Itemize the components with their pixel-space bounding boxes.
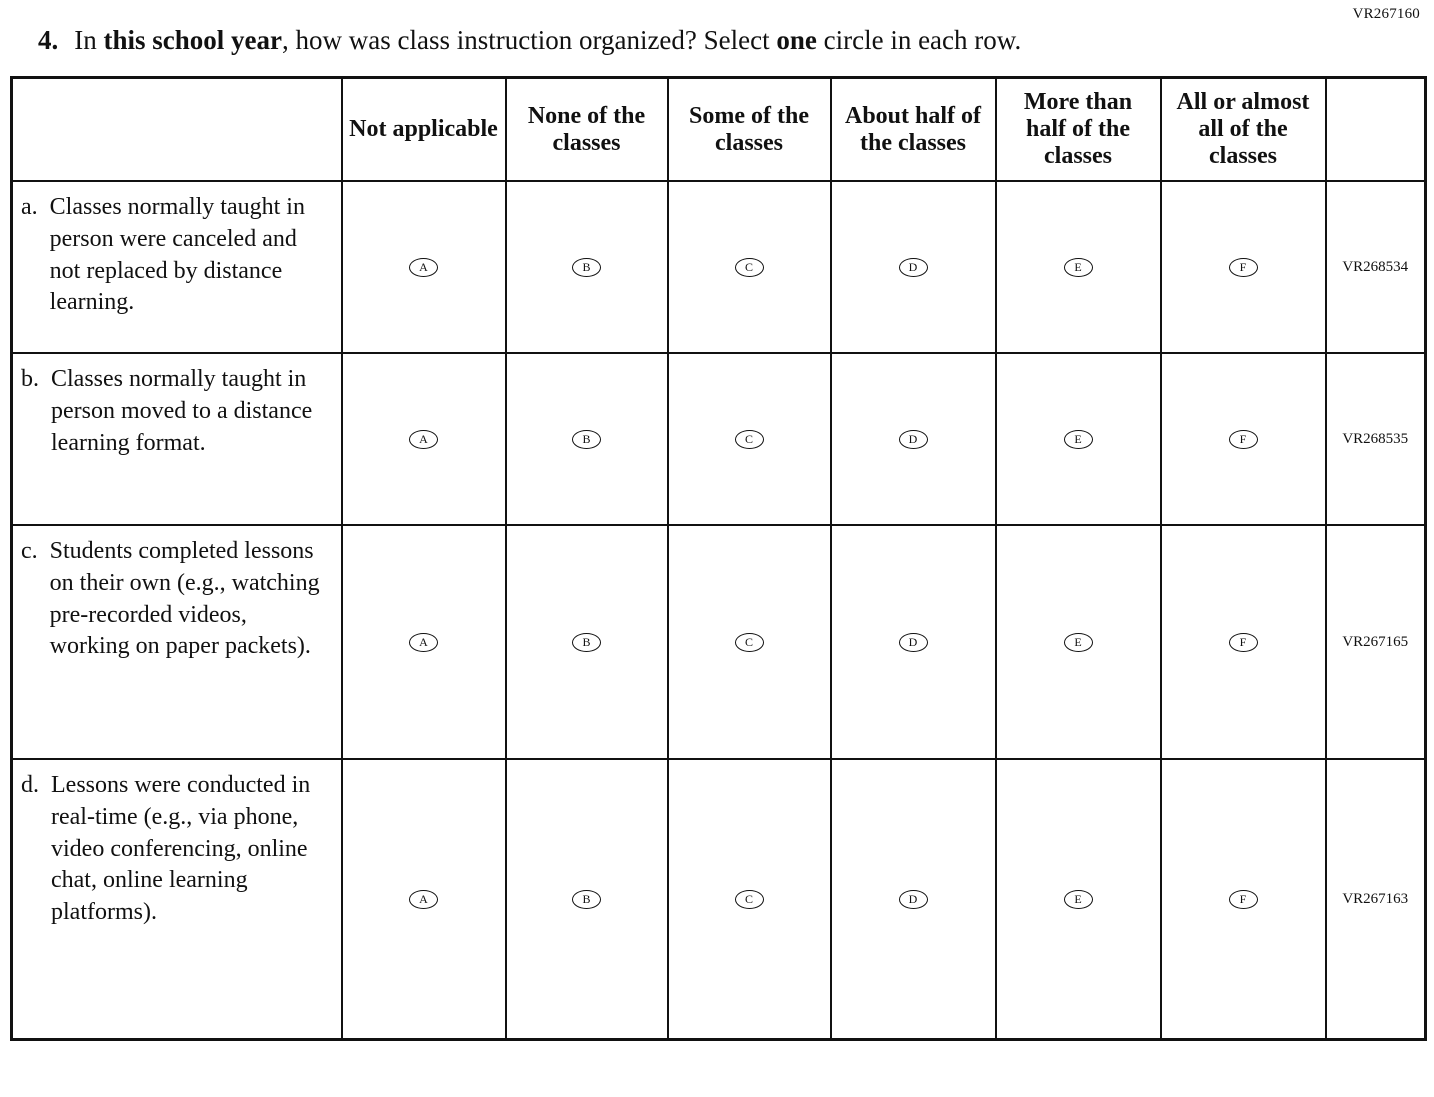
row-b-cell-about-half: [831, 353, 996, 525]
option-bubble-e[interactable]: E: [1064, 430, 1093, 449]
question-number: 4.: [38, 25, 59, 55]
row-d-code: VR267163: [1326, 759, 1426, 1039]
row-d-text: Lessons were conducted in real-time (e.g., via phone, video conferencing, online chat, online learning platforms).: [51, 772, 311, 926]
row-d-cell-all: [1161, 759, 1326, 1039]
row-c-cell-all: [1161, 525, 1326, 759]
row-a-code: VR268534: [1326, 181, 1426, 353]
row-b-label-cell: [12, 353, 342, 525]
header-not-applicable: Not applicable: [342, 78, 506, 182]
option-bubble-a[interactable]: A: [409, 890, 438, 909]
row-a-label-cell: [12, 181, 342, 353]
option-bubble-b[interactable]: B: [572, 633, 601, 652]
option-bubble-e[interactable]: E: [1064, 890, 1093, 909]
row-d-cell-not-applicable: [342, 759, 506, 1039]
row-d-label-cell: [12, 759, 342, 1039]
option-bubble-c[interactable]: C: [735, 633, 764, 652]
option-bubble-a[interactable]: A: [409, 633, 438, 652]
option-bubble-d[interactable]: D: [899, 430, 928, 449]
row-a-cell-more-half: [996, 181, 1161, 353]
option-bubble-a[interactable]: A: [409, 430, 438, 449]
row-d-cell-some: [668, 759, 831, 1039]
response-table: [10, 76, 1427, 1041]
row-d-cell-none: [506, 759, 668, 1039]
row-b-cell-all: [1161, 353, 1326, 525]
question-text-part3: circle in each row.: [816, 25, 1022, 55]
header-row: [12, 78, 1426, 182]
option-bubble-c[interactable]: C: [735, 258, 764, 277]
option-bubble-e[interactable]: E: [1064, 258, 1093, 277]
row-b-code: VR268535: [1326, 353, 1426, 525]
option-bubble-d[interactable]: D: [899, 633, 928, 652]
row-c-cell-some: [668, 525, 831, 759]
row-a-text: Classes normally taught in person were canceled and not replaced by distance learning.: [49, 194, 305, 316]
option-bubble-e[interactable]: E: [1064, 633, 1093, 652]
row-d-cell-more-half: [996, 759, 1161, 1039]
table-row-a: [12, 181, 1426, 353]
question: [38, 24, 1424, 56]
table-row-d: [12, 759, 1426, 1039]
row-b-cell-none: [506, 353, 668, 525]
header-more-than-half: More than half of the classes: [996, 78, 1161, 182]
question-text-part1: In: [74, 25, 104, 55]
option-bubble-c[interactable]: C: [735, 890, 764, 909]
question-text-part2: , how was class instruction organized? Select: [282, 25, 777, 55]
row-a-letter: a.: [21, 194, 38, 221]
page-code: VR267160: [1352, 6, 1420, 22]
question-bold-one: one: [776, 25, 817, 55]
table-row-c: [12, 525, 1426, 759]
table-row-b: [12, 353, 1426, 525]
row-b-text: Classes normally taught in person moved to a distance learning format.: [51, 366, 313, 456]
row-a-cell-all: [1161, 181, 1326, 353]
row-a-cell-not-applicable: [342, 181, 506, 353]
row-c-cell-none: [506, 525, 668, 759]
row-c-text: Students completed lessons on their own (e.g., watching pre-recorded videos, working on paper packets).: [49, 538, 320, 660]
header-none: None of the classes: [506, 78, 668, 182]
header-some: Some of the classes: [668, 78, 831, 182]
header-all: All or almost all of the classes: [1161, 78, 1326, 182]
row-d-letter: d.: [21, 772, 39, 799]
option-bubble-b[interactable]: B: [572, 890, 601, 909]
row-b-cell-some: [668, 353, 831, 525]
option-bubble-f[interactable]: F: [1229, 890, 1258, 909]
header-about-half: About half of the classes: [831, 78, 996, 182]
row-d-cell-about-half: [831, 759, 996, 1039]
row-b-letter: b.: [21, 366, 39, 393]
row-b-cell-more-half: [996, 353, 1161, 525]
row-c-cell-not-applicable: [342, 525, 506, 759]
row-c-label-cell: [12, 525, 342, 759]
row-c-letter: c.: [21, 538, 38, 565]
option-bubble-b[interactable]: B: [572, 430, 601, 449]
option-bubble-b[interactable]: B: [572, 258, 601, 277]
row-b-cell-not-applicable: [342, 353, 506, 525]
option-bubble-d[interactable]: D: [899, 890, 928, 909]
option-bubble-f[interactable]: F: [1229, 633, 1258, 652]
row-a-cell-none: [506, 181, 668, 353]
option-bubble-c[interactable]: C: [735, 430, 764, 449]
row-c-cell-more-half: [996, 525, 1161, 759]
row-a-cell-about-half: [831, 181, 996, 353]
header-empty: [12, 78, 342, 182]
row-a-cell-some: [668, 181, 831, 353]
question-bold-school-year: this school year: [103, 25, 282, 55]
option-bubble-f[interactable]: F: [1229, 258, 1258, 277]
row-c-cell-about-half: [831, 525, 996, 759]
option-bubble-a[interactable]: A: [409, 258, 438, 277]
row-c-code: VR267165: [1326, 525, 1426, 759]
header-code-col: [1326, 78, 1426, 182]
option-bubble-d[interactable]: D: [899, 258, 928, 277]
option-bubble-f[interactable]: F: [1229, 430, 1258, 449]
